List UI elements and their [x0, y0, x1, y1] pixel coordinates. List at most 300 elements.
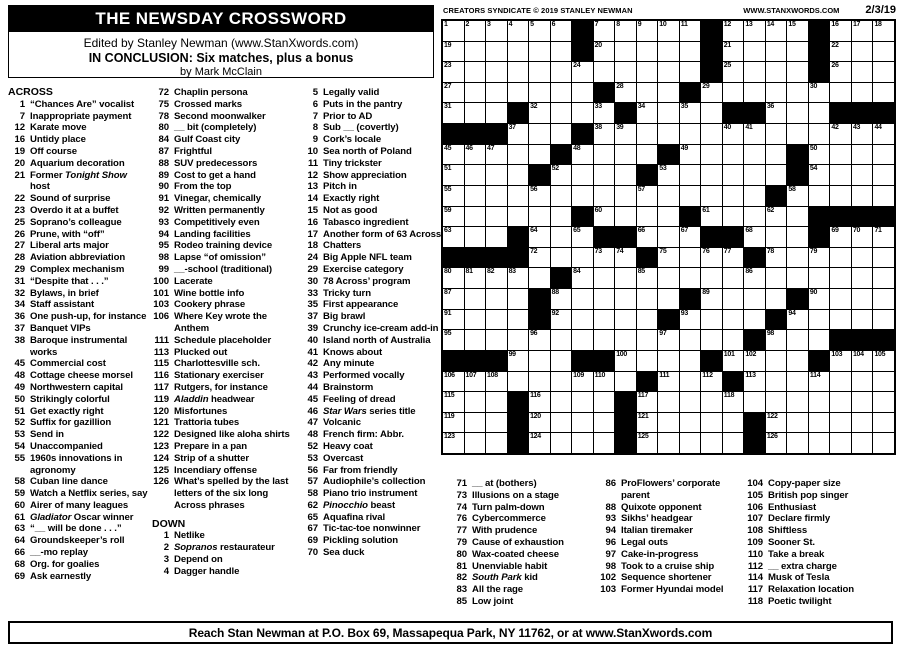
grid-cell[interactable]: [830, 268, 851, 288]
grid-cell[interactable]: [508, 186, 529, 206]
grid-cell[interactable]: [873, 310, 894, 330]
grid-cell[interactable]: [787, 103, 808, 123]
grid-cell[interactable]: [465, 413, 486, 433]
grid-cell[interactable]: [852, 433, 873, 453]
grid-cell[interactable]: [766, 165, 787, 185]
grid-cell[interactable]: [529, 413, 550, 433]
grid-cell[interactable]: [443, 330, 464, 350]
grid-cell[interactable]: [443, 289, 464, 309]
grid-cell[interactable]: [508, 268, 529, 288]
grid-cell[interactable]: [830, 289, 851, 309]
grid-cell[interactable]: [529, 186, 550, 206]
grid-cell[interactable]: [615, 372, 636, 392]
grid-cell[interactable]: [723, 289, 744, 309]
grid-cell[interactable]: [551, 103, 572, 123]
grid-cell[interactable]: [723, 42, 744, 62]
grid-cell[interactable]: [508, 62, 529, 82]
grid-cell[interactable]: [615, 351, 636, 371]
grid-cell[interactable]: [723, 330, 744, 350]
grid-cell[interactable]: [594, 124, 615, 144]
grid-cell[interactable]: [723, 351, 744, 371]
grid-cell[interactable]: [529, 83, 550, 103]
grid-cell[interactable]: [766, 433, 787, 453]
grid-cell[interactable]: [809, 186, 830, 206]
grid-cell[interactable]: [787, 330, 808, 350]
grid-cell[interactable]: [787, 42, 808, 62]
grid-cell[interactable]: [529, 145, 550, 165]
grid-cell[interactable]: [465, 103, 486, 123]
grid-cell[interactable]: [594, 268, 615, 288]
grid-cell[interactable]: [443, 207, 464, 227]
grid-cell[interactable]: [529, 103, 550, 123]
grid-cell[interactable]: [443, 42, 464, 62]
grid-cell[interactable]: [873, 186, 894, 206]
grid-cell[interactable]: [680, 145, 701, 165]
grid-cell[interactable]: [529, 268, 550, 288]
grid-cell[interactable]: [572, 186, 593, 206]
grid-cell[interactable]: [701, 413, 722, 433]
grid-cell[interactable]: [508, 83, 529, 103]
grid-cell[interactable]: [551, 433, 572, 453]
grid-cell[interactable]: [465, 330, 486, 350]
grid-cell[interactable]: [508, 42, 529, 62]
grid-cell[interactable]: [443, 433, 464, 453]
grid-cell[interactable]: [529, 248, 550, 268]
grid-cell[interactable]: [594, 62, 615, 82]
grid-cell[interactable]: [830, 310, 851, 330]
grid-cell[interactable]: [508, 310, 529, 330]
grid-cell[interactable]: [830, 62, 851, 82]
grid-cell[interactable]: [723, 21, 744, 41]
grid-cell[interactable]: [852, 21, 873, 41]
grid-cell[interactable]: [658, 392, 679, 412]
grid-cell[interactable]: [508, 330, 529, 350]
grid-cell[interactable]: [658, 227, 679, 247]
grid-cell[interactable]: [486, 310, 507, 330]
grid-cell[interactable]: [701, 103, 722, 123]
grid-cell[interactable]: [443, 21, 464, 41]
grid-cell[interactable]: [852, 227, 873, 247]
grid-cell[interactable]: [744, 165, 765, 185]
grid-cell[interactable]: [637, 268, 658, 288]
grid-cell[interactable]: [680, 268, 701, 288]
grid-cell[interactable]: [486, 62, 507, 82]
grid-cell[interactable]: [873, 62, 894, 82]
grid-cell[interactable]: [809, 103, 830, 123]
grid-cell[interactable]: [508, 351, 529, 371]
grid-cell[interactable]: [615, 83, 636, 103]
grid-cell[interactable]: [529, 227, 550, 247]
grid-cell[interactable]: [873, 83, 894, 103]
grid-cell[interactable]: [529, 392, 550, 412]
grid-cell[interactable]: [744, 21, 765, 41]
grid-cell[interactable]: [766, 21, 787, 41]
grid-cell[interactable]: [766, 207, 787, 227]
grid-cell[interactable]: [615, 42, 636, 62]
grid-cell[interactable]: [572, 227, 593, 247]
grid-cell[interactable]: [594, 207, 615, 227]
grid-cell[interactable]: [809, 330, 830, 350]
grid-cell[interactable]: [594, 103, 615, 123]
grid-cell[interactable]: [594, 165, 615, 185]
grid-cell[interactable]: [486, 207, 507, 227]
grid-cell[interactable]: [551, 227, 572, 247]
grid-cell[interactable]: [744, 145, 765, 165]
grid-cell[interactable]: [680, 42, 701, 62]
grid-cell[interactable]: [723, 83, 744, 103]
grid-cell[interactable]: [637, 83, 658, 103]
grid-cell[interactable]: [766, 145, 787, 165]
grid-cell[interactable]: [465, 186, 486, 206]
grid-cell[interactable]: [486, 103, 507, 123]
grid-cell[interactable]: [465, 268, 486, 288]
grid-cell[interactable]: [830, 413, 851, 433]
grid-cell[interactable]: [809, 165, 830, 185]
grid-cell[interactable]: [508, 165, 529, 185]
grid-cell[interactable]: [787, 207, 808, 227]
grid-cell[interactable]: [551, 62, 572, 82]
grid-cell[interactable]: [529, 207, 550, 227]
grid-cell[interactable]: [508, 372, 529, 392]
grid-cell[interactable]: [852, 372, 873, 392]
grid-cell[interactable]: [658, 248, 679, 268]
grid-cell[interactable]: [809, 372, 830, 392]
grid-cell[interactable]: [873, 289, 894, 309]
grid-cell[interactable]: [486, 372, 507, 392]
grid-cell[interactable]: [637, 330, 658, 350]
grid-cell[interactable]: [873, 413, 894, 433]
grid-cell[interactable]: [572, 392, 593, 412]
grid-cell[interactable]: [852, 145, 873, 165]
grid-cell[interactable]: [658, 413, 679, 433]
grid-cell[interactable]: [615, 268, 636, 288]
grid-cell[interactable]: [486, 330, 507, 350]
grid-cell[interactable]: [551, 124, 572, 144]
grid-cell[interactable]: [766, 248, 787, 268]
grid-cell[interactable]: [637, 124, 658, 144]
grid-cell[interactable]: [572, 145, 593, 165]
grid-cell[interactable]: [830, 165, 851, 185]
grid-cell[interactable]: [852, 289, 873, 309]
grid-cell[interactable]: [723, 207, 744, 227]
grid-cell[interactable]: [551, 392, 572, 412]
grid-cell[interactable]: [701, 268, 722, 288]
grid-cell[interactable]: [594, 413, 615, 433]
grid-cell[interactable]: [723, 310, 744, 330]
grid-cell[interactable]: [465, 310, 486, 330]
grid-cell[interactable]: [723, 145, 744, 165]
grid-cell[interactable]: [658, 165, 679, 185]
grid-cell[interactable]: [529, 42, 550, 62]
grid-cell[interactable]: [809, 268, 830, 288]
grid-cell[interactable]: [744, 207, 765, 227]
grid-cell[interactable]: [658, 83, 679, 103]
grid-cell[interactable]: [508, 289, 529, 309]
grid-cell[interactable]: [787, 83, 808, 103]
grid-cell[interactable]: [680, 372, 701, 392]
grid-cell[interactable]: [551, 186, 572, 206]
grid-cell[interactable]: [787, 268, 808, 288]
grid-cell[interactable]: [615, 145, 636, 165]
grid-cell[interactable]: [658, 372, 679, 392]
grid-cell[interactable]: [830, 433, 851, 453]
grid-cell[interactable]: [658, 186, 679, 206]
grid-cell[interactable]: [637, 351, 658, 371]
grid-cell[interactable]: [723, 124, 744, 144]
grid-cell[interactable]: [830, 392, 851, 412]
grid-cell[interactable]: [572, 83, 593, 103]
grid-cell[interactable]: [508, 207, 529, 227]
grid-cell[interactable]: [637, 433, 658, 453]
grid-cell[interactable]: [830, 227, 851, 247]
grid-cell[interactable]: [830, 248, 851, 268]
grid-cell[interactable]: [465, 227, 486, 247]
grid-cell[interactable]: [852, 83, 873, 103]
grid-cell[interactable]: [551, 248, 572, 268]
grid-cell[interactable]: [529, 21, 550, 41]
grid-cell[interactable]: [637, 289, 658, 309]
grid-cell[interactable]: [723, 392, 744, 412]
grid-cell[interactable]: [701, 165, 722, 185]
grid-cell[interactable]: [852, 248, 873, 268]
grid-cell[interactable]: [443, 413, 464, 433]
grid-cell[interactable]: [701, 310, 722, 330]
grid-cell[interactable]: [486, 289, 507, 309]
grid-cell[interactable]: [572, 372, 593, 392]
grid-cell[interactable]: [744, 310, 765, 330]
grid-cell[interactable]: [873, 351, 894, 371]
grid-cell[interactable]: [658, 42, 679, 62]
grid-cell[interactable]: [766, 372, 787, 392]
grid-cell[interactable]: [766, 103, 787, 123]
grid-cell[interactable]: [852, 268, 873, 288]
grid-cell[interactable]: [486, 42, 507, 62]
grid-cell[interactable]: [787, 310, 808, 330]
grid-cell[interactable]: [809, 310, 830, 330]
grid-cell[interactable]: [529, 372, 550, 392]
grid-cell[interactable]: [572, 289, 593, 309]
grid-cell[interactable]: [637, 310, 658, 330]
grid-cell[interactable]: [508, 145, 529, 165]
grid-cell[interactable]: [594, 42, 615, 62]
grid-cell[interactable]: [615, 310, 636, 330]
grid-cell[interactable]: [508, 21, 529, 41]
grid-cell[interactable]: [744, 186, 765, 206]
grid-cell[interactable]: [680, 62, 701, 82]
grid-cell[interactable]: [680, 330, 701, 350]
grid-cell[interactable]: [701, 83, 722, 103]
grid-cell[interactable]: [443, 268, 464, 288]
grid-cell[interactable]: [486, 165, 507, 185]
grid-cell[interactable]: [486, 433, 507, 453]
grid-cell[interactable]: [701, 124, 722, 144]
grid-cell[interactable]: [852, 124, 873, 144]
grid-cell[interactable]: [873, 248, 894, 268]
grid-cell[interactable]: [637, 42, 658, 62]
grid-cell[interactable]: [701, 433, 722, 453]
grid-cell[interactable]: [615, 62, 636, 82]
grid-cell[interactable]: [486, 413, 507, 433]
grid-cell[interactable]: [809, 248, 830, 268]
grid-cell[interactable]: [873, 42, 894, 62]
grid-cell[interactable]: [551, 21, 572, 41]
grid-cell[interactable]: [529, 124, 550, 144]
grid-cell[interactable]: [809, 124, 830, 144]
grid-cell[interactable]: [637, 145, 658, 165]
grid-cell[interactable]: [680, 103, 701, 123]
grid-cell[interactable]: [486, 227, 507, 247]
grid-cell[interactable]: [787, 372, 808, 392]
grid-cell[interactable]: [486, 145, 507, 165]
grid-cell[interactable]: [658, 289, 679, 309]
grid-cell[interactable]: [701, 392, 722, 412]
grid-cell[interactable]: [443, 372, 464, 392]
grid-cell[interactable]: [852, 413, 873, 433]
grid-cell[interactable]: [744, 124, 765, 144]
grid-cell[interactable]: [787, 433, 808, 453]
grid-cell[interactable]: [615, 21, 636, 41]
grid-cell[interactable]: [615, 165, 636, 185]
grid-cell[interactable]: [723, 62, 744, 82]
grid-cell[interactable]: [830, 124, 851, 144]
grid-cell[interactable]: [809, 145, 830, 165]
grid-cell[interactable]: [701, 372, 722, 392]
grid-cell[interactable]: [529, 433, 550, 453]
grid-cell[interactable]: [486, 21, 507, 41]
grid-cell[interactable]: [766, 227, 787, 247]
grid-cell[interactable]: [658, 62, 679, 82]
grid-cell[interactable]: [766, 268, 787, 288]
grid-cell[interactable]: [637, 21, 658, 41]
grid-cell[interactable]: [830, 83, 851, 103]
grid-cell[interactable]: [787, 248, 808, 268]
grid-cell[interactable]: [637, 413, 658, 433]
grid-cell[interactable]: [465, 165, 486, 185]
grid-cell[interactable]: [508, 124, 529, 144]
grid-cell[interactable]: [486, 392, 507, 412]
grid-cell[interactable]: [443, 392, 464, 412]
grid-cell[interactable]: [744, 268, 765, 288]
grid-cell[interactable]: [680, 227, 701, 247]
grid-cell[interactable]: [551, 207, 572, 227]
grid-cell[interactable]: [766, 351, 787, 371]
grid-cell[interactable]: [723, 248, 744, 268]
grid-cell[interactable]: [852, 42, 873, 62]
grid-cell[interactable]: [766, 42, 787, 62]
grid-cell[interactable]: [443, 165, 464, 185]
grid-cell[interactable]: [465, 83, 486, 103]
grid-cell[interactable]: [744, 392, 765, 412]
grid-cell[interactable]: [787, 62, 808, 82]
grid-cell[interactable]: [787, 186, 808, 206]
grid-cell[interactable]: [701, 248, 722, 268]
grid-cell[interactable]: [465, 145, 486, 165]
grid-cell[interactable]: [615, 186, 636, 206]
grid-cell[interactable]: [658, 268, 679, 288]
grid-cell[interactable]: [680, 351, 701, 371]
grid-cell[interactable]: [551, 330, 572, 350]
grid-cell[interactable]: [594, 186, 615, 206]
grid-cell[interactable]: [637, 62, 658, 82]
grid-cell[interactable]: [615, 289, 636, 309]
grid-cell[interactable]: [551, 289, 572, 309]
grid-cell[interactable]: [443, 103, 464, 123]
grid-cell[interactable]: [594, 392, 615, 412]
grid-cell[interactable]: [787, 392, 808, 412]
grid-cell[interactable]: [637, 392, 658, 412]
grid-cell[interactable]: [465, 433, 486, 453]
grid-cell[interactable]: [701, 330, 722, 350]
grid-cell[interactable]: [852, 310, 873, 330]
grid-cell[interactable]: [658, 21, 679, 41]
grid-cell[interactable]: [830, 42, 851, 62]
grid-cell[interactable]: [787, 351, 808, 371]
grid-cell[interactable]: [465, 207, 486, 227]
grid-cell[interactable]: [465, 392, 486, 412]
grid-cell[interactable]: [766, 392, 787, 412]
grid-cell[interactable]: [465, 42, 486, 62]
grid-cell[interactable]: [830, 372, 851, 392]
grid-cell[interactable]: [529, 330, 550, 350]
grid-cell[interactable]: [572, 62, 593, 82]
grid-cell[interactable]: [873, 433, 894, 453]
grid-cell[interactable]: [744, 227, 765, 247]
grid-cell[interactable]: [723, 413, 744, 433]
grid-cell[interactable]: [809, 413, 830, 433]
grid-cell[interactable]: [615, 330, 636, 350]
grid-cell[interactable]: [443, 227, 464, 247]
grid-cell[interactable]: [830, 21, 851, 41]
grid-cell[interactable]: [873, 227, 894, 247]
grid-cell[interactable]: [701, 207, 722, 227]
grid-cell[interactable]: [572, 103, 593, 123]
grid-cell[interactable]: [830, 186, 851, 206]
grid-cell[interactable]: [551, 310, 572, 330]
grid-cell[interactable]: [658, 330, 679, 350]
grid-cell[interactable]: [680, 124, 701, 144]
grid-cell[interactable]: [465, 21, 486, 41]
grid-cell[interactable]: [658, 124, 679, 144]
grid-cell[interactable]: [787, 124, 808, 144]
grid-cell[interactable]: [551, 83, 572, 103]
grid-cell[interactable]: [766, 289, 787, 309]
grid-cell[interactable]: [594, 372, 615, 392]
grid-cell[interactable]: [465, 372, 486, 392]
grid-cell[interactable]: [809, 83, 830, 103]
grid-cell[interactable]: [701, 289, 722, 309]
grid-cell[interactable]: [637, 207, 658, 227]
grid-cell[interactable]: [615, 207, 636, 227]
grid-cell[interactable]: [873, 165, 894, 185]
grid-cell[interactable]: [615, 248, 636, 268]
grid-cell[interactable]: [637, 103, 658, 123]
grid-cell[interactable]: [809, 433, 830, 453]
grid-cell[interactable]: [551, 351, 572, 371]
grid-cell[interactable]: [443, 310, 464, 330]
grid-cell[interactable]: [766, 330, 787, 350]
grid-cell[interactable]: [465, 62, 486, 82]
grid-cell[interactable]: [551, 42, 572, 62]
grid-cell[interactable]: [594, 310, 615, 330]
grid-cell[interactable]: [551, 372, 572, 392]
grid-cell[interactable]: [680, 186, 701, 206]
grid-cell[interactable]: [766, 62, 787, 82]
grid-cell[interactable]: [787, 21, 808, 41]
grid-cell[interactable]: [873, 392, 894, 412]
grid-cell[interactable]: [529, 62, 550, 82]
grid-cell[interactable]: [766, 413, 787, 433]
grid-cell[interactable]: [680, 413, 701, 433]
